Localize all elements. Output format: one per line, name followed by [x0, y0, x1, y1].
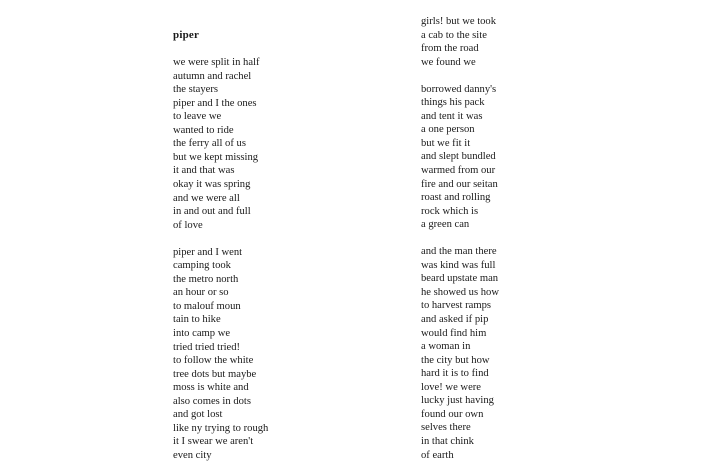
poem-line: would find him	[421, 327, 487, 339]
poem-line: of love	[173, 219, 203, 231]
poem-line: the metro north	[173, 273, 239, 285]
poem-line: beard upstate man	[421, 273, 499, 285]
poem-line: to malouf moun	[173, 300, 241, 312]
poem-title: piper	[173, 29, 200, 41]
poem-line: and tent it was	[421, 110, 483, 122]
poem-line: a cab to the site	[421, 29, 487, 41]
poem-line: and asked if pip	[421, 314, 489, 326]
poem-line: to harvest ramps	[421, 300, 492, 312]
poem-line: found our own	[421, 408, 484, 420]
poem-line: tain to hike	[173, 314, 221, 326]
poem-line: borrowed danny's	[421, 83, 497, 95]
poem-line: he showed us how	[421, 286, 499, 298]
stanza-gap	[173, 43, 268, 57]
poem-line: tree dots but maybe	[173, 368, 257, 380]
poem-line: we found we	[421, 56, 476, 68]
poem-line: a one person	[421, 124, 475, 136]
poem-line: things his pack	[421, 97, 485, 109]
poem-line: also comes in dots	[173, 395, 251, 407]
poem-line: rock which is	[421, 205, 479, 217]
poem-line: even city	[173, 449, 212, 461]
poem-line: an hour or so	[173, 287, 229, 299]
poem-line: the city but how	[421, 354, 490, 366]
poem-line: warmed from our	[421, 165, 496, 177]
poem-line: love! we were	[421, 381, 481, 393]
stanza-gap	[421, 69, 499, 83]
poem-line: lucky just having	[421, 395, 494, 407]
poem-line: and got lost	[173, 409, 223, 421]
poem-line: and we were all	[173, 192, 240, 204]
stanza-gap	[421, 232, 499, 246]
poem-line: it I swear we aren't	[173, 436, 254, 448]
stanza-gap	[173, 232, 268, 246]
poem-line: and slept bundled	[421, 151, 496, 163]
poem-line: into camp we	[173, 328, 231, 340]
poem-line: moss is white and	[173, 382, 249, 394]
poem-line: selves there	[421, 422, 471, 434]
poem-right-column	[421, 15, 499, 462]
stanza	[421, 83, 499, 232]
poem-line: girls! but we took	[421, 16, 497, 27]
poem-line: we were split in half	[173, 57, 260, 69]
poem-line: to leave we	[173, 111, 222, 123]
poem-line: was kind was full	[421, 259, 496, 271]
poem-line: camping took	[173, 260, 231, 272]
poem-line: from the road	[421, 43, 479, 55]
poem-line: but we kept missing	[173, 151, 259, 163]
stanza	[421, 245, 499, 462]
poem-line: a green can	[421, 219, 470, 231]
poem-line: the ferry all of us	[173, 138, 246, 150]
poem-line: but we fit it	[421, 137, 471, 149]
poem-line: piper and I the ones	[173, 97, 257, 109]
poem-line: tried tried tried!	[173, 341, 241, 353]
poem-line: like ny trying to rough	[173, 422, 269, 434]
poem-line: the stayers	[173, 84, 219, 96]
stanza	[421, 15, 499, 69]
poem-line: fire and our seitan	[421, 178, 498, 190]
poem-line: autumn and rachel	[173, 70, 252, 82]
stanza	[173, 246, 268, 463]
poem-line: okay it was spring	[173, 179, 251, 191]
poem-line: and the man there	[421, 246, 497, 258]
poem-line: in that chink	[421, 435, 474, 447]
poem-line: of earth	[421, 449, 454, 461]
poem-line: it and that was	[173, 165, 235, 177]
poem-line: hard it is to find	[421, 368, 489, 380]
poem-line: wanted to ride	[173, 124, 234, 136]
poem-left-column	[173, 29, 268, 463]
poem-line: piper and I went	[173, 246, 243, 258]
poem-line: to follow the white	[173, 355, 254, 367]
stanza	[173, 56, 268, 232]
poem-line: a woman in	[421, 341, 471, 353]
poem-line: roast and rolling	[421, 192, 491, 204]
poem-line: in and out and full	[173, 206, 251, 218]
